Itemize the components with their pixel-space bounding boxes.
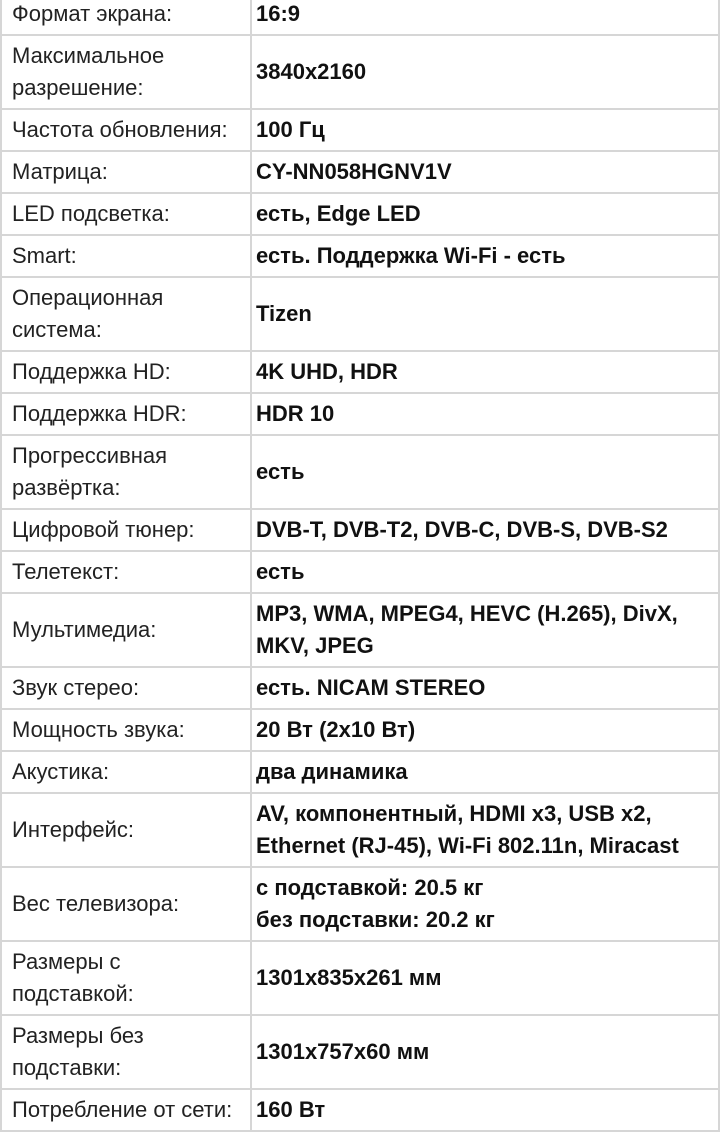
spec-row: [0, 394, 720, 436]
spec-value: AV, компонентный, HDMI x3, USB x2, Ethernet (RJ-45), Wi-Fi 802.11n, Miracast: [252, 794, 720, 868]
spec-label: Операционная система:: [0, 278, 252, 352]
spec-value: Tizen: [252, 278, 720, 352]
spec-value: HDR 10: [252, 394, 720, 436]
spec-row: [0, 710, 720, 752]
spec-value: есть, Edge LED: [252, 194, 720, 236]
spec-row: [0, 278, 720, 352]
spec-row: [0, 752, 720, 794]
spec-value: есть. NICAM STEREO: [252, 668, 720, 710]
spec-row: [0, 436, 720, 510]
spec-row: [0, 1090, 720, 1132]
spec-value: [252, 868, 720, 942]
spec-label: Размеры с подставкой:: [0, 942, 252, 1016]
spec-row: [0, 110, 720, 152]
spec-label: Мультимедиа:: [0, 594, 252, 668]
spec-value: 16:9: [252, 0, 720, 36]
spec-label: LED подсветка:: [0, 194, 252, 236]
spec-value: 1301x757x60 мм: [252, 1016, 720, 1090]
weight-with-stand: с подставкой: 20.5 кг: [256, 875, 484, 900]
spec-value: DVB-T, DVB-T2, DVB-C, DVB-S, DVB-S2: [252, 510, 720, 552]
spec-label: Поддержка HD:: [0, 352, 252, 394]
spec-label: Формат экрана:: [0, 0, 252, 36]
spec-label: Частота обновления:: [0, 110, 252, 152]
spec-label: Звук стерео:: [0, 668, 252, 710]
spec-value: 4K UHD, HDR: [252, 352, 720, 394]
spec-label: Потребление от сети:: [0, 1090, 252, 1132]
spec-value: 100 Гц: [252, 110, 720, 152]
spec-value: есть. Поддержка Wi-Fi - есть: [252, 236, 720, 278]
spec-row: [0, 668, 720, 710]
spec-row: [0, 594, 720, 668]
spec-value: CY-NN058HGNV1V: [252, 152, 720, 194]
spec-row: [0, 0, 720, 36]
spec-value: 3840x2160: [252, 36, 720, 110]
spec-label: Акустика:: [0, 752, 252, 794]
spec-value: есть: [252, 552, 720, 594]
spec-row: [0, 352, 720, 394]
spec-value: 1301x835x261 мм: [252, 942, 720, 1016]
spec-label: Вес телевизора:: [0, 868, 252, 942]
spec-label: Матрица:: [0, 152, 252, 194]
spec-row: [0, 194, 720, 236]
spec-label: Мощность звука:: [0, 710, 252, 752]
spec-label: Размеры без подставки:: [0, 1016, 252, 1090]
spec-label: Цифровой тюнер:: [0, 510, 252, 552]
spec-label: Smart:: [0, 236, 252, 278]
spec-label: Прогрессивная развёртка:: [0, 436, 252, 510]
spec-label: Максимальное разрешение:: [0, 36, 252, 110]
spec-value: MP3, WMA, MPEG4, HEVC (H.265), DivX, MKV, JPEG: [252, 594, 720, 668]
spec-value: 160 Вт: [252, 1090, 720, 1132]
spec-value: 20 Вт (2x10 Вт): [252, 710, 720, 752]
spec-value: два динамика: [252, 752, 720, 794]
spec-row: [0, 794, 720, 868]
spec-row: [0, 942, 720, 1016]
spec-label: Поддержка HDR:: [0, 394, 252, 436]
spec-value: есть: [252, 436, 720, 510]
weight-without-stand: без подставки: 20.2 кг: [256, 907, 495, 932]
spec-label: Телетекст:: [0, 552, 252, 594]
spec-row: [0, 152, 720, 194]
spec-row: [0, 236, 720, 278]
spec-label: Интерфейс:: [0, 794, 252, 868]
spec-row: [0, 552, 720, 594]
spec-row: [0, 1016, 720, 1090]
spec-row: [0, 510, 720, 552]
spec-row: [0, 36, 720, 110]
spec-row: [0, 868, 720, 942]
